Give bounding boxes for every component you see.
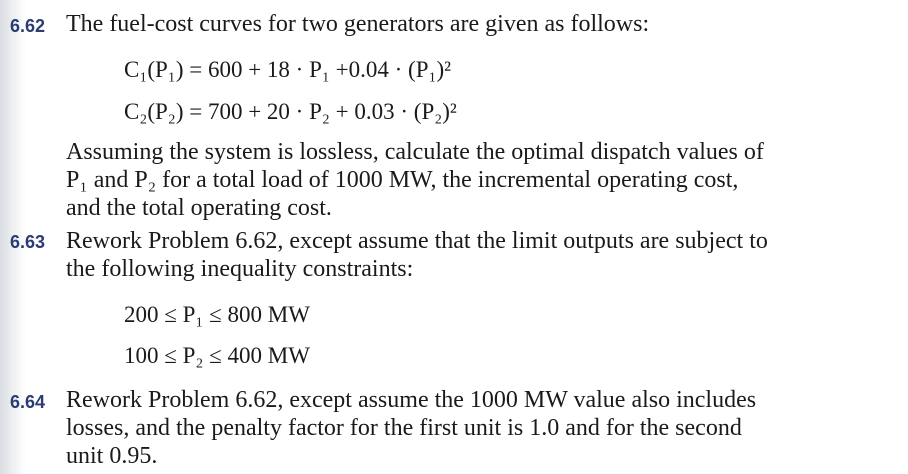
problem-6-62-text-line: and the total operating cost.: [66, 195, 332, 221]
constraint-p2: 100 ≤ P₂ ≤ 400 MW: [124, 343, 310, 368]
problem-6-63-text-line: Rework Problem 6.62, except assume that the limit outputs are subject to: [66, 228, 768, 254]
problem-6-62-text-line: Assuming the system is lossless, calculate the optimal dispatch values of: [66, 139, 764, 165]
constraint-p1: 200 ≤ P₁ ≤ 800 MW: [124, 302, 310, 327]
problem-6-64-text-line: unit 0.95.: [66, 443, 158, 469]
problem-6-64-text-line: Rework Problem 6.62, except assume the 1000 MW value also includes: [66, 387, 757, 413]
problem-number-6-64: 6.64: [10, 392, 46, 412]
problem-6-64-text-line: losses, and the penalty factor for the first unit is 1.0 and for the second: [66, 415, 742, 441]
fuel-cost-equation-2: C₂(P₂) = 700 + 20 · P₂ + 0.03 · (P₂)²: [124, 99, 457, 124]
problem-number-6-63: 6.63: [10, 232, 46, 252]
problem-6-63-text-line: the following inequality constraints:: [66, 256, 414, 282]
problem-6-62-intro: The fuel-cost curves for two generators are given as follows:: [66, 11, 650, 37]
fuel-cost-equation-1: C₁(P₁) = 600 + 18 · P₁ +0.04 · (P₁)²: [124, 57, 452, 82]
problem-number-6-62: 6.62: [10, 16, 46, 36]
problem-6-62-text-line: P₁ and P₂ for a total load of 1000 MW, the incremental operating cost,: [66, 167, 739, 193]
